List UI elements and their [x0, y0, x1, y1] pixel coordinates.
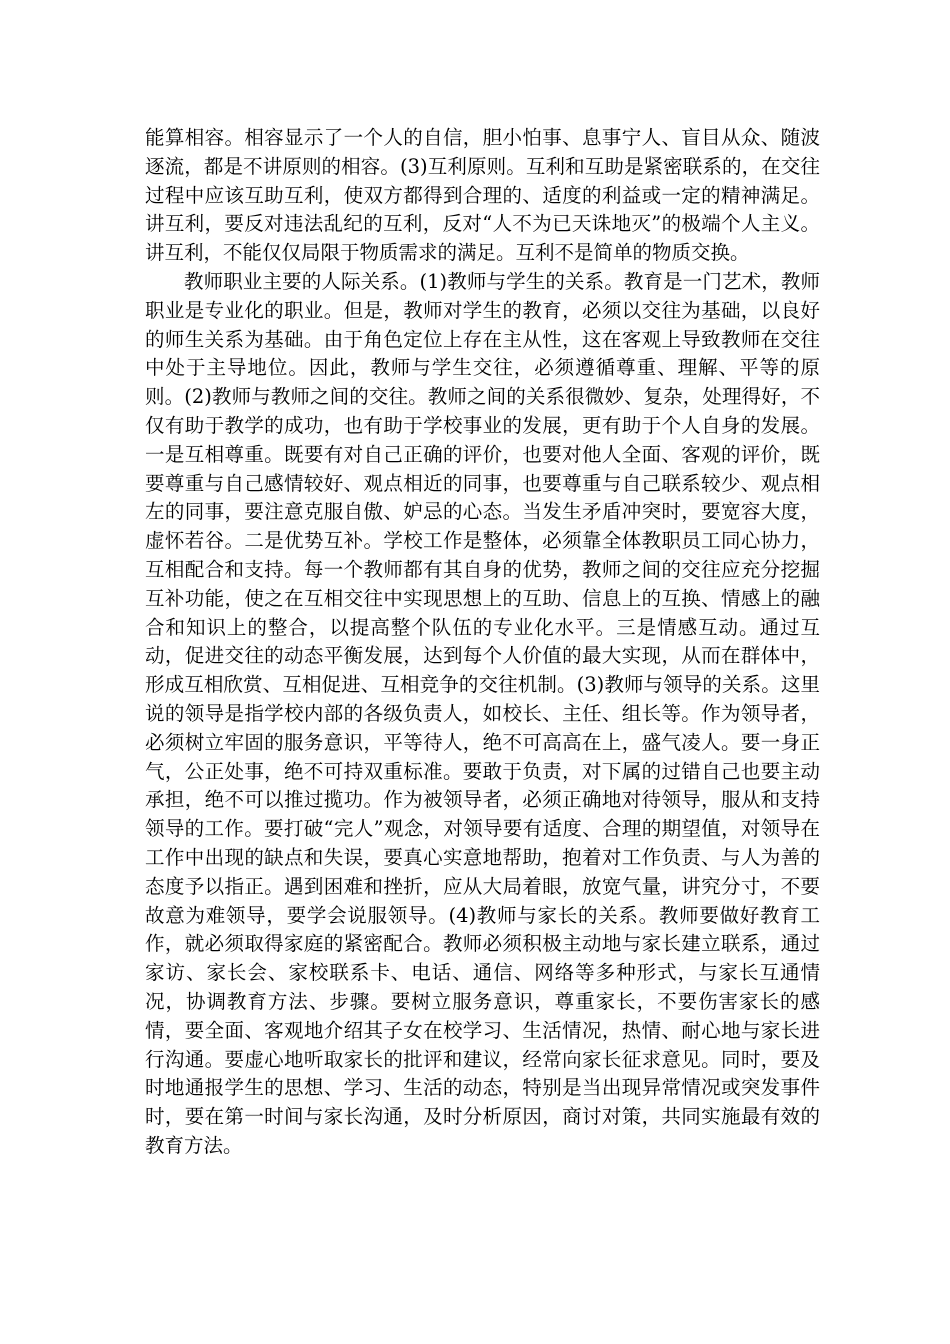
paragraph-teacher-relationships: 教师职业主要的人际关系。(1)教师与学生的关系。教育是一门艺术，教师职业是专业化的职业。但是，教师对学生的教育，必须以交往为基础，以良好的师生关系为基础。由于角色定位上存在主从性，这在客观上导致教师在交往中处于主导地位。因此，教师与学生交往，必须遵循尊重、理解、平等的原则。(2)教师与教师之间的交往。教师之间的关系很微妙、复杂，处理得好，不仅有助于教学的成功，也有助于学校事业的发展，更有助于个人自身的发展。一是互相尊重。既要有对自己正确的评价，也要对他人全面、客观的评价，既要尊重与自己感情较好、观点相近的同事，也要尊重与自己联系较少、观点相左的同事，要注意克服自傲、妒忌的心态。当发生矛盾冲突时，要宽容大度，虚怀若谷。二是优势互补。学校工作是整体，必须靠全体教职员工同心协力，互相配合和支持。每一个教师都有其自身的优势，教师之间的交往应充分挖掘互补功能，使之在互相交往中实现思想上的互助、信息上的互换、情感上的融合和知识上的整合，以提高整个队伍的专业化水平。三是情感互动。通过互动，促进交往的动态平衡发展，达到每个人价值的最大实现，从而在群体中，形成互相欣赏、互相促进、互相竞争的交往机制。(3)教师与领导的关系。这里说的领导是指学校内部的各级负责人，如校长、主任、组长等。作为领导者，必须树立牢固的服务意识，平等待人，绝不可高高在上，盛气凌人。要一身正气，公正处事，绝不可持双重标准。要敢于负责，对下属的过错自己也要主动承担，绝不可以推过揽功。作为被领导者，必须正确地对待领导，服从和支持领导的工作。要打破“完人”观念，对领导要有适度、合理的期望值，对领导在工作中出现的缺点和失误，要真心实意地帮助，抱着对工作负责、与人为善的态度予以指正。遇到困难和挫折，应从大局着眼，放宽气量，讲究分寸，不要故意为难领导，要学会说服领导。(4)教师与家长的关系。教师要做好教育工作，就必须取得家庭的紧密配合。教师必须积极主动地与家长建立联系，通过家访、家长会、家校联系卡、电话、通信、网络等多种形式，与家长互通情况，协调教育方法、步骤。要树立服务意识，尊重家长，不要伤害家长的感情，要全面、客观地介绍其子女在校学习、生活情况，热情、耐心地与家长进行沟通。要虚心地听取家长的批评和建议，经常向家长征求意见。同时，要及时地通报学生的思想、学习、生活的动态，特别是当出现异常情况或突发事件时，要在第一时间与家长沟通，及时分析原因，商讨对策，共同实施最有效的教育方法。	[145, 269, 820, 1157]
paragraph-continuation: 能算相容。相容显示了一个人的自信，胆小怕事、息事宁人、盲目从众、随波逐流，都是不讲原则的相容。(3)互利原则。互利和互助是紧密联系的，在交往过程中应该互助互利，使双方都得到合理的、适度的利益或一定的精神满足。讲互利，要反对违法乱纪的互利，反对“人不为已天诛地灭”的极端个人主义。讲互利，不能仅仅局限于物质需求的满足。互利不是简单的物质交换。	[145, 126, 820, 265]
document-body	[145, 124, 820, 1161]
